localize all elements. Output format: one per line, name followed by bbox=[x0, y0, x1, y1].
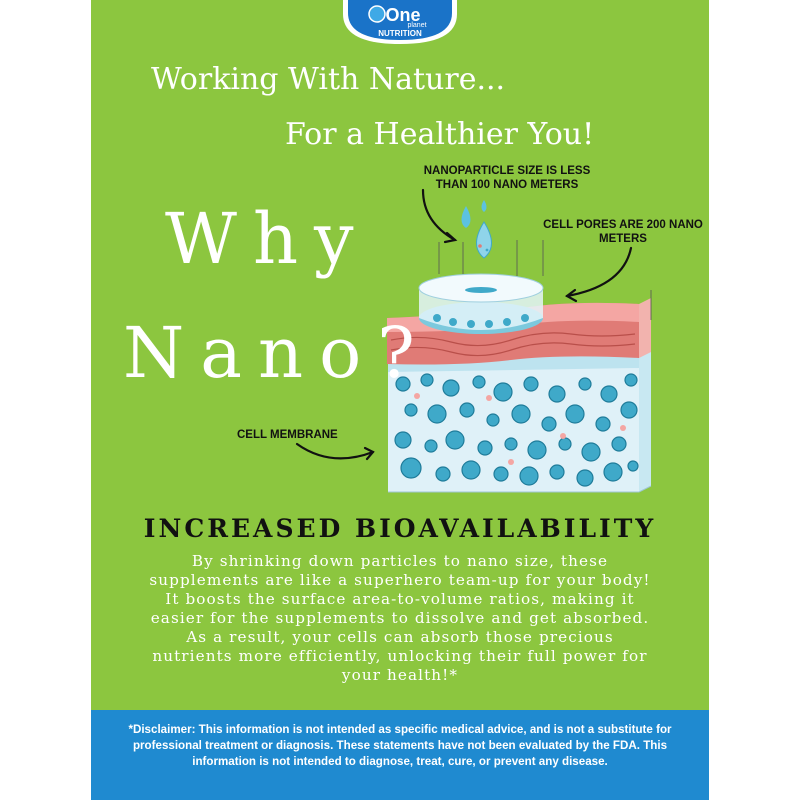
logo-main-text: One bbox=[385, 5, 421, 25]
logo-sub-text: planet bbox=[407, 22, 427, 29]
pores-annotation-line-1: CELL PORES ARE 200 NANO bbox=[543, 219, 703, 231]
cell-pore-dish bbox=[419, 274, 543, 334]
nanoparticle-size-annotation bbox=[417, 164, 597, 192]
section-heading: INCREASED BIOAVAILABILITY bbox=[143, 514, 657, 543]
pores-annotation-line-2: METERS bbox=[599, 233, 647, 245]
tagline-line-1: Working With Nature... bbox=[151, 62, 506, 97]
disclaimer-text: *Disclaimer: This information is not intended as specific medical advice, and is not a substitute for professional treatment or diagnosis. These statements have not been evaluated by the FDA. This information is not intended to diagnose, treat, cure, or prevent any disease. bbox=[128, 723, 672, 768]
tagline-line-2: For a Healthier You! bbox=[285, 117, 595, 152]
nanoparticle-annotation-line-1: NANOPARTICLE SIZE IS LESS bbox=[423, 165, 591, 177]
cell-pores-annotation bbox=[537, 218, 709, 246]
nanoparticle-annotation-line-2: THAN 100 NANO METERS bbox=[435, 179, 579, 191]
cell-membrane-annotation: CELL MEMBRANE bbox=[237, 429, 338, 441]
nanoparticle-droplets bbox=[462, 200, 492, 258]
headline-why: Why bbox=[165, 198, 370, 280]
logo-nutrition-text: NUTRITION bbox=[378, 29, 422, 38]
poster bbox=[91, 0, 709, 800]
section-body: By shrinking down particles to nano size, these supplements are like a superhero team-up for your body! It boosts the surface area-to-volume ratios, making it easier for the supplements to dissolve and get absorbed. As a result, your cells can absorb those precious nutrients more efficiently, unlocking their full power for your health!* bbox=[149, 552, 651, 684]
disclaimer-bar bbox=[91, 710, 709, 800]
headline-nano: Nano? bbox=[123, 312, 431, 394]
